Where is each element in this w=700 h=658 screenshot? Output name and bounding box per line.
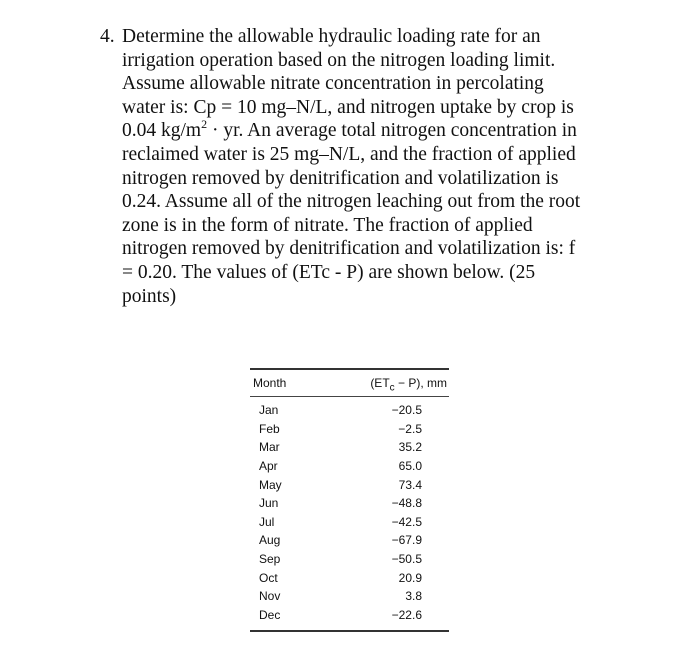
superscript-exponent: 2 bbox=[201, 116, 208, 131]
value-cell: 35.2 bbox=[398, 440, 422, 455]
table-row bbox=[250, 420, 449, 439]
value-cell: −20.5 bbox=[391, 403, 422, 418]
table-header bbox=[250, 370, 449, 396]
header-month: Month bbox=[253, 376, 287, 390]
problem-line: nitrogen removed by denitrification and volatilization is: f bbox=[122, 238, 576, 260]
month-cell: Jun bbox=[259, 496, 279, 511]
value-cell: −50.5 bbox=[391, 552, 422, 567]
table-row bbox=[250, 550, 449, 569]
table-bottom-rule bbox=[250, 630, 449, 632]
month-cell: Feb bbox=[259, 421, 280, 436]
month-cell: Mar bbox=[259, 440, 280, 455]
table-row bbox=[250, 513, 449, 532]
value-cell: −22.6 bbox=[391, 607, 422, 622]
problem-line: zone is in the form of nitrate. The fraction of applied bbox=[122, 214, 533, 236]
problem-line: = 0.20. The values of (ETc - P) are shown below. (25 bbox=[122, 261, 536, 283]
problem-line: nitrogen removed by denitrification and volatilization is bbox=[122, 167, 559, 189]
table-row bbox=[250, 568, 449, 587]
problem-line: water is: Cp = 10 mg–N/L, and nitrogen uptake by crop is bbox=[122, 96, 574, 118]
etc-p-table bbox=[250, 368, 449, 632]
table-row bbox=[250, 438, 449, 457]
value-cell: −42.5 bbox=[391, 514, 422, 529]
table-body bbox=[250, 397, 449, 630]
table-row bbox=[250, 457, 449, 476]
month-cell: Sep bbox=[259, 552, 281, 567]
month-cell: Oct bbox=[259, 570, 278, 585]
month-cell: Jul bbox=[259, 514, 275, 529]
problem-line: reclaimed water is 25 mg–N/L, and the fraction of applied bbox=[122, 143, 576, 165]
value-cell: −2.5 bbox=[398, 421, 422, 436]
problem-line: points) bbox=[122, 285, 177, 307]
problem-line: 0.24. Assume all of the nitrogen leaching out from the root bbox=[122, 191, 581, 213]
value-cell: −48.8 bbox=[391, 496, 422, 511]
value-cell: 65.0 bbox=[398, 459, 422, 474]
table-row bbox=[250, 475, 449, 494]
problem-line: 4. Determine the allowable hydraulic loading rate for an bbox=[100, 26, 541, 47]
value-cell: 3.8 bbox=[405, 589, 422, 604]
month-cell: Dec bbox=[259, 607, 281, 622]
value-cell: 20.9 bbox=[398, 570, 422, 585]
header-etc-p: $(ET_c - P)$, mm bbox=[370, 376, 447, 394]
value-cell: −67.9 bbox=[391, 533, 422, 548]
month-cell: Apr bbox=[259, 459, 278, 474]
table-row bbox=[250, 494, 449, 513]
month-cell: Nov bbox=[259, 589, 281, 604]
value-cell: 73.4 bbox=[398, 477, 422, 492]
month-cell: May bbox=[259, 477, 282, 492]
table-row bbox=[250, 606, 449, 625]
problem-number: 4. bbox=[100, 26, 115, 47]
table-row bbox=[250, 401, 449, 420]
problem-statement bbox=[100, 25, 620, 308]
problem-line: Assume allowable nitrate concentration in percolating bbox=[122, 73, 544, 95]
problem-line: irrigation operation based on the nitrogen loading limit. bbox=[122, 49, 556, 71]
month-cell: Jan bbox=[259, 403, 279, 418]
month-cell: Aug bbox=[259, 533, 281, 548]
table-row bbox=[250, 587, 449, 606]
problem-line: 0.04 $kg/m^2$ · yr. An average total nitrogen concentration in bbox=[122, 116, 577, 142]
table-row bbox=[250, 531, 449, 550]
